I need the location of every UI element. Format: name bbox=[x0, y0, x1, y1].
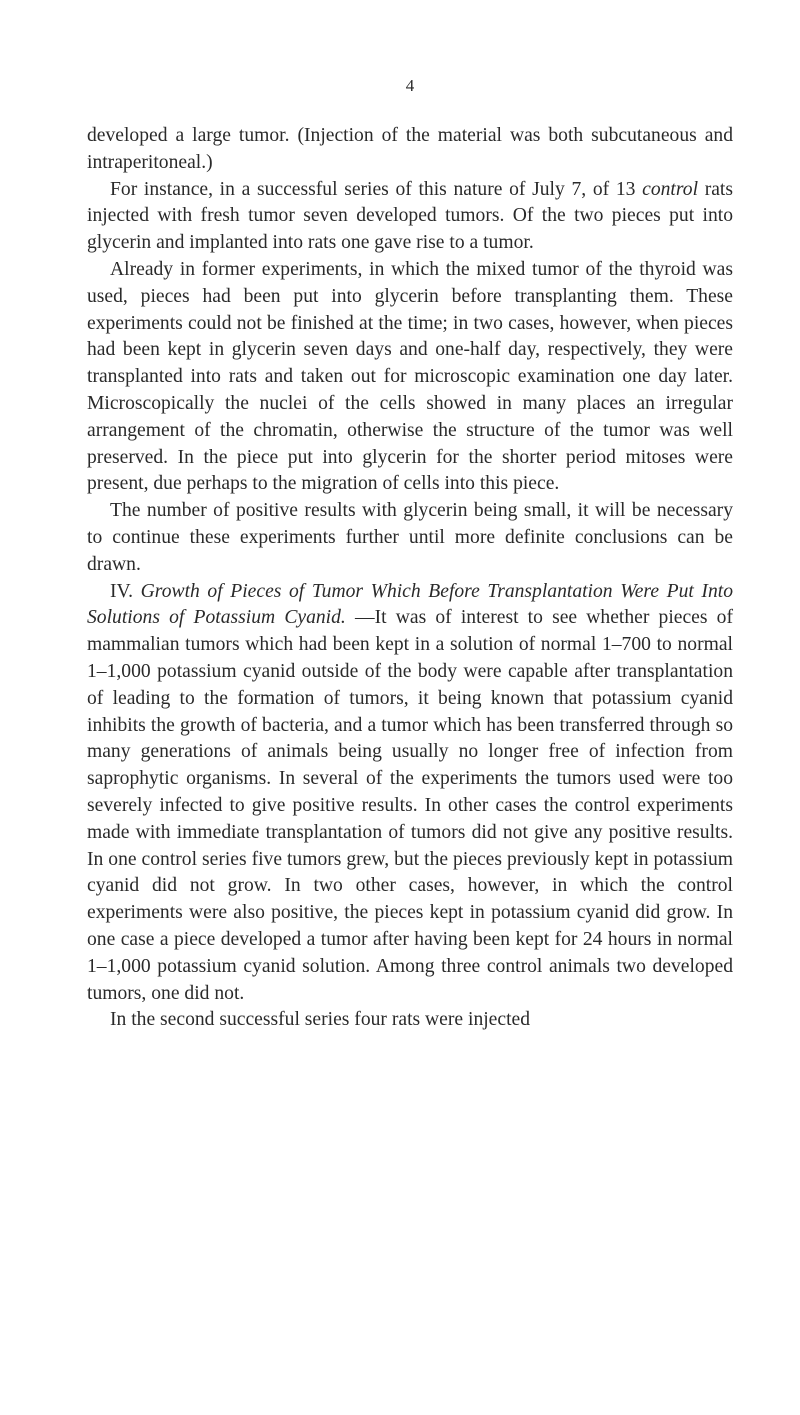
paragraph-6: In the second successful series four rats were injected bbox=[110, 1009, 531, 1031]
paragraph-5 bbox=[87, 579, 733, 1008]
section-numeral: IV. bbox=[110, 580, 141, 602]
paragraph-3: Already in former experiments, in which the mixed tumor of the thyroid was used, pieces had been put into glycerin before transplanting them. These experiments could not be finished at the time; in two cases, however, when pieces had been kept in glycerin seven days and one-half day, respectively, they were transplanted into rats and taken out for microscopic examination one day later. Microscopically the nuclei of the cells showed in many places an irregular arrangement of the chromatin, otherwise the structure of the tumor was well preserved. In the piece put into glycerin for the shorter period mitoses were present, due perhaps to the migration of cells into this piece. bbox=[87, 258, 733, 495]
paragraph-2-italic-word: control bbox=[642, 178, 699, 200]
paragraph-2-text-end: rats injected with fresh tumor seven developed tumors. Of the two pieces put into glycerin and implanted into rats one gave rise to a tumor. bbox=[87, 178, 733, 254]
paragraph-2-text-start: For instance, in a successful series of this nature of July 7, of 13 bbox=[110, 178, 643, 200]
paragraph-4: The number of positive results with glycerin being small, it will be necessary to continue these experiments further until more definite conclusions can be drawn. bbox=[87, 500, 733, 575]
paragraph-2 bbox=[87, 177, 733, 257]
body-text bbox=[87, 123, 733, 1034]
paragraph-5-body: —It was of interest to see whether pieces of mammalian tumors which had been kept in a solution of normal 1–700 to normal 1–1,000 potassium cyanid outside of the body were capable after transplantation of leading to the formation of tumors, it being known that potassium cyanid inhibits the growth of bacteria, and a tumor which has been transferred through so many generations of animals being usually no longer free of infection from saprophytic organisms. In several of the experiments the tumors used were too severely infected to give positive results. In other cases the control experiments made with immediate transplantation of tumors did not give any positive results. In one control series five tumors grew, but the pieces previously kept in potassium cyanid did not grow. In two other cases, however, in which the control experiments were also positive, the pieces kept in potassium cyanid did grow. In one case a piece developed a tumor after having been kept for 24 hours in normal 1–1,000 potassium cyanid solution. Among three control animals two developed tumors, one did not. bbox=[87, 607, 733, 1004]
paragraph-1: developed a large tumor. (Injection of the material was both subcutaneous and intraperitoneal.) bbox=[87, 125, 733, 173]
section-heading: Growth of Pieces of Tumor Which Before Transplantation Were Put Into Solutions of Potassium Cyanid. bbox=[87, 580, 733, 629]
page-number: 4 bbox=[405, 76, 415, 95]
